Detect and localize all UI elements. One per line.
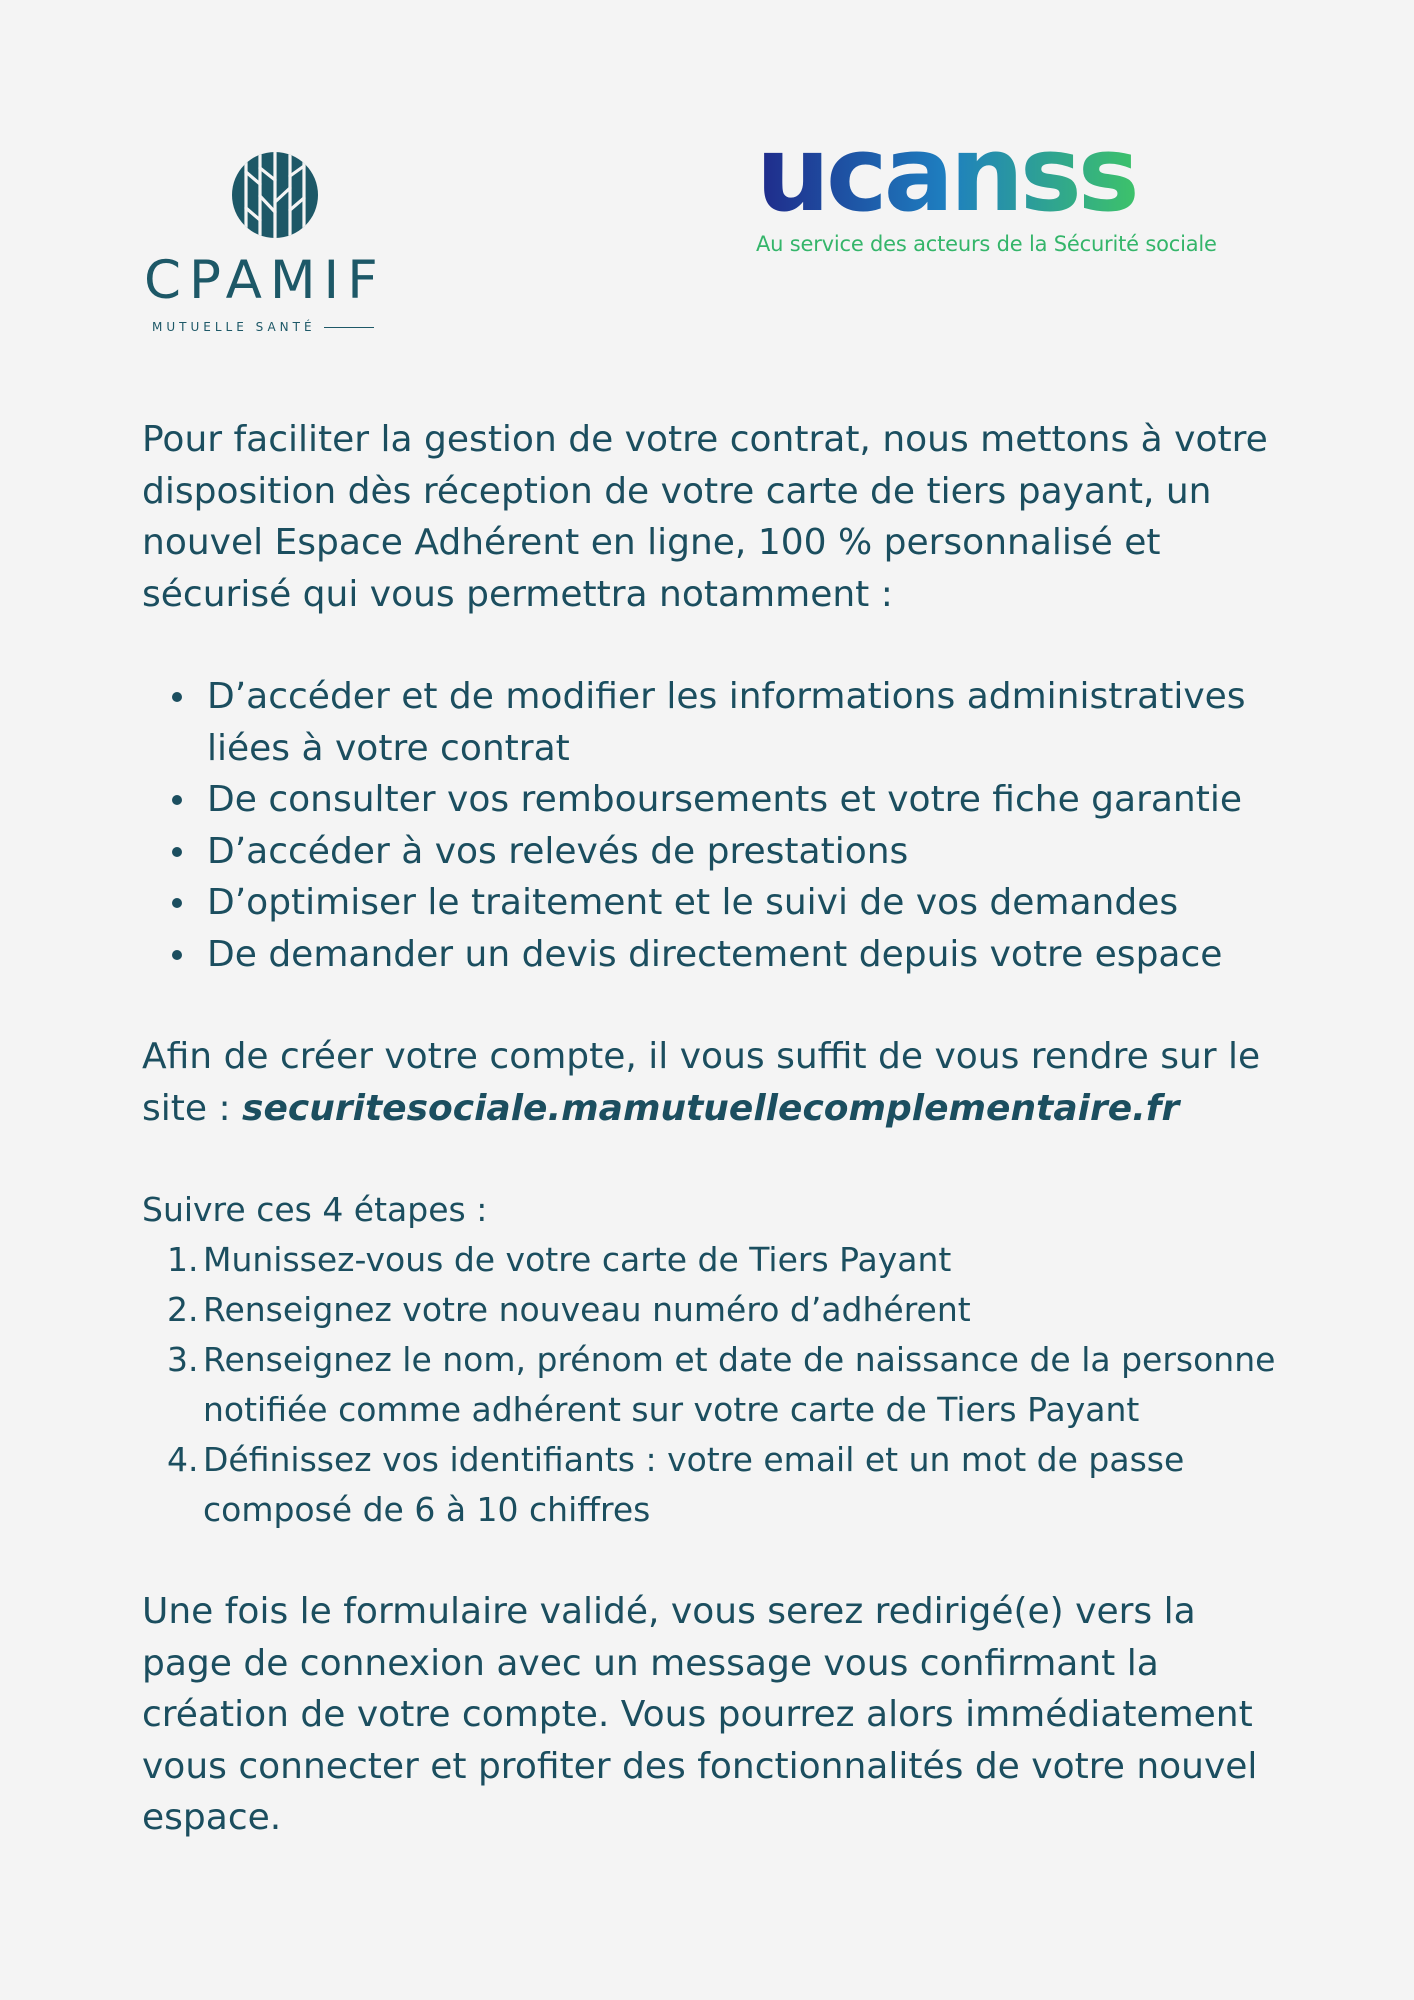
ucanss-logo (756, 132, 1276, 272)
list-item: D’optimiser le traitement et le suivi de vos demandes (207, 877, 1282, 929)
cpamif-tagline-text: MUTUELLE SANTÉ (152, 320, 316, 334)
step-text: Définissez vos identifiants : votre email et un mot de passe composé de 6 à 10 chiffres (203, 1440, 1185, 1529)
step-text: Renseignez le nom, prénom et date de naissance de la personne notifiée comme adhérent sur votre carte de Tiers Payant (203, 1340, 1276, 1429)
ucanss-tagline: Au service des acteurs de la Sécurité sociale (756, 232, 1217, 256)
steps-section (142, 1185, 1282, 1535)
list-item (167, 1285, 1282, 1335)
list-item (167, 1235, 1282, 1285)
closing-paragraph: Une fois le formulaire validé, vous serez redirigé(e) vers la page de connexion avec un message vous confirmant la création de votre compte. Vous pourrez alors immédiatement vous connecter et profiter des fonctionnalités de votre nouvel espace. (142, 1591, 1258, 1838)
list-item (167, 1435, 1282, 1535)
steps-list (142, 1235, 1282, 1535)
list-item (167, 1335, 1282, 1435)
ucanss-wordmark-text: ucanss (756, 132, 1136, 218)
letter-body (142, 414, 1282, 1844)
step-number: 1. (167, 1240, 199, 1279)
benefits-list (142, 671, 1282, 980)
cpamif-tagline (152, 320, 374, 334)
step-number: 3. (167, 1340, 199, 1379)
list-item: De demander un devis directement depuis votre espace (207, 929, 1282, 981)
steps-heading: Suivre ces 4 étapes : (142, 1190, 488, 1229)
step-text: Munissez-vous de votre carte de Tiers Payant (203, 1240, 952, 1279)
cpamif-logo (144, 150, 404, 340)
site-paragraph (142, 1031, 1282, 1134)
ucanss-wordmark (756, 132, 1276, 218)
list-item: De consulter vos remboursements et votre fiche garantie (207, 774, 1282, 826)
cpamif-tagline-rule (324, 327, 374, 328)
cpamif-tree-emblem-icon (230, 150, 320, 240)
step-number: 2. (167, 1290, 199, 1329)
step-text: Renseignez votre nouveau numéro d’adhérent (203, 1290, 971, 1329)
intro-paragraph: Pour faciliter la gestion de votre contrat, nous mettons à votre disposition dès réception de votre carte de tiers payant, un nouvel Espace Adhérent en ligne, 100 % personnalisé et sécurisé qui vous permettra notamment : (142, 419, 1268, 615)
site-url-link[interactable]: securitesociale.mamutuellecomplementaire.fr (242, 1087, 1180, 1129)
site-prefix: Afin de créer votre compte, il vous suffit de vous rendre sur le site : (142, 1036, 1261, 1129)
step-number: 4. (167, 1440, 199, 1479)
list-item: D’accéder à vos relevés de prestations (207, 826, 1282, 878)
cpamif-name: CPAMIF (144, 250, 386, 311)
list-item: D’accéder et de modifier les informations administratives liées à votre contrat (207, 671, 1282, 774)
